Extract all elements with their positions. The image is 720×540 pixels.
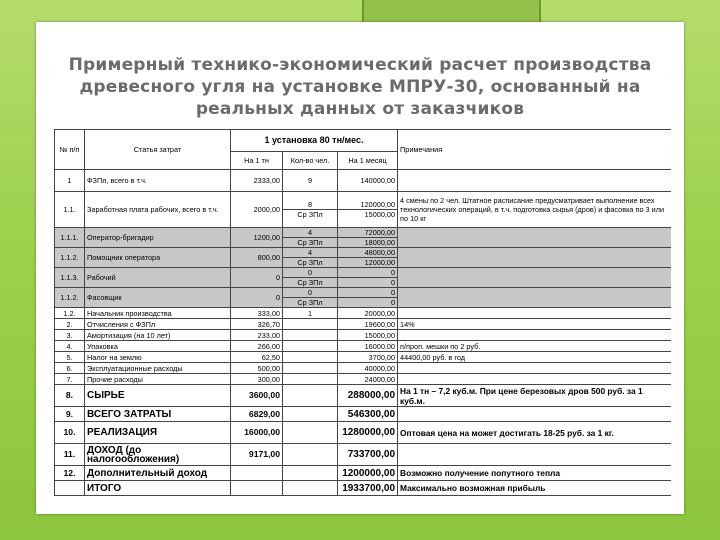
table-row xyxy=(55,319,672,330)
header-num: № п/п xyxy=(55,130,85,170)
cell-note xyxy=(398,268,671,288)
cell-article: РЕАЛИЗАЦИЯ xyxy=(85,422,231,444)
cell-per-month-top: 72000,00 xyxy=(338,228,397,238)
cell-per-month: 16000,00 xyxy=(338,341,398,352)
cell-per-month-top: 0 xyxy=(338,288,397,298)
cell-note xyxy=(398,228,671,248)
header-per-ton: На 1 тн xyxy=(231,152,283,170)
table-row xyxy=(55,444,672,466)
cell-per-ton: 3600,00 xyxy=(231,385,283,407)
cell-per-ton: 9171,00 xyxy=(231,444,283,466)
cell-note xyxy=(398,248,671,268)
cell-per-ton: 0 xyxy=(231,288,283,308)
cell-num: 1.1.2. xyxy=(55,248,85,268)
cell-article: ФЗПл, всего в т.ч. xyxy=(85,170,231,192)
cell-per-month: 20000,00 xyxy=(338,308,398,319)
cell-num: 7. xyxy=(55,374,85,385)
table-row xyxy=(55,308,672,319)
cell-note: 14% xyxy=(398,319,671,330)
cell-qty-bottom: Ср ЗПл xyxy=(297,210,323,219)
table-row xyxy=(55,228,672,248)
table-row xyxy=(55,170,672,192)
cell-qty-top: 0 xyxy=(283,288,337,298)
cell-note xyxy=(398,407,671,422)
table-row xyxy=(55,341,672,352)
header-unit-group: 1 установка 80 тн/мес. xyxy=(231,130,398,152)
cost-table-wrapper xyxy=(54,129,671,514)
cell-per-ton: 0 xyxy=(231,268,283,288)
cell-num: 11. xyxy=(55,444,85,466)
cell-per-ton: 500,00 xyxy=(231,363,283,374)
cell-per-month: 15000,00 xyxy=(338,330,398,341)
cell-note xyxy=(398,288,671,308)
cell-qty xyxy=(283,288,338,308)
header-notes: Примечания xyxy=(398,130,671,170)
table-row xyxy=(55,288,672,308)
cell-num: 1.1.3. xyxy=(55,268,85,288)
cell-per-month: 1200000,00 xyxy=(338,466,398,481)
cell-per-ton: 62,50 xyxy=(231,352,283,363)
cell-article: Заработная плата рабочих, всего в т.ч. xyxy=(85,192,231,228)
slide-title xyxy=(36,54,684,120)
cell-article: Помощник оператора xyxy=(85,248,231,268)
table-row xyxy=(55,407,672,422)
cell-qty xyxy=(283,192,338,228)
cell-article: Эксплуатационные расходы xyxy=(85,363,231,374)
table-body xyxy=(55,170,672,496)
cell-per-month: 140000,00 xyxy=(338,170,398,192)
header-article: Статья затрат xyxy=(85,130,231,170)
cell-qty xyxy=(283,352,338,363)
cell-per-month xyxy=(338,228,398,248)
cell-qty: 9 xyxy=(283,170,338,192)
cost-table xyxy=(54,129,671,496)
header-qty: Кол-во чел. xyxy=(283,152,338,170)
cell-qty xyxy=(283,268,338,288)
cell-note xyxy=(398,444,671,466)
cell-num: 1.2. xyxy=(55,308,85,319)
cell-note: 44400,00 руб. в год xyxy=(398,352,671,363)
table-row xyxy=(55,352,672,363)
cell-per-ton: 16000,00 xyxy=(231,422,283,444)
cell-article: Амортизация (на 10 лет) xyxy=(85,330,231,341)
cell-article: Начальник производства xyxy=(85,308,231,319)
table-row xyxy=(55,422,672,444)
cell-article: Упаковка xyxy=(85,341,231,352)
cell-per-month-bottom: 15000,00 xyxy=(364,210,396,219)
table-row xyxy=(55,248,672,268)
cell-note: 4 смены по 2 чел. Штатное расписание предусматривает выполнение всех технологических операций, в т.ч. подготовка сырья (дров) и фасовка по 3 или по 10 кг xyxy=(398,192,671,228)
cell-article: Рабочий xyxy=(85,268,231,288)
table-row xyxy=(55,481,672,496)
cell-qty xyxy=(283,374,338,385)
cell-num: 6. xyxy=(55,363,85,374)
cell-num: 9. xyxy=(55,407,85,422)
table-row xyxy=(55,192,672,228)
cell-per-ton: 266,00 xyxy=(231,341,283,352)
cell-per-month-bottom: 12000,00 xyxy=(364,258,396,267)
cell-per-ton: 233,00 xyxy=(231,330,283,341)
cell-per-month-top: 48000,00 xyxy=(338,248,397,258)
cell-article: Фасовщик xyxy=(85,288,231,308)
cell-per-month: 40000,00 xyxy=(338,363,398,374)
cell-note xyxy=(398,330,671,341)
title-line-3: реальных данных от заказчиков xyxy=(195,99,525,119)
cell-per-month: 288000,00 xyxy=(338,385,398,407)
header-per-month: На 1 месяц xyxy=(338,152,398,170)
cell-per-month: 3700,00 xyxy=(338,352,398,363)
cell-article: СЫРЬЕ xyxy=(85,385,231,407)
title-line-2: древесного угля на установке МПРУ-30, основанный на xyxy=(79,77,641,97)
cell-num: 8. xyxy=(55,385,85,407)
cell-note xyxy=(398,374,671,385)
cell-qty xyxy=(283,407,338,422)
cell-qty xyxy=(283,466,338,481)
cell-per-month: 1280000,00 xyxy=(338,422,398,444)
cell-per-month xyxy=(338,268,398,288)
cell-per-month: 1933700,00 xyxy=(338,481,398,496)
cell-qty-bottom: Ср ЗПл xyxy=(297,278,323,287)
cell-note: На 1 тн – 7,2 куб.м. При цене березовых дров 500 руб. за 1 куб.м. xyxy=(398,385,671,407)
cell-per-ton: 6829,00 xyxy=(231,407,283,422)
cell-qty xyxy=(283,422,338,444)
cell-qty-top: 4 xyxy=(283,248,337,258)
cell-article: Прочие расходы xyxy=(85,374,231,385)
cell-per-month-bottom: 18000,00 xyxy=(364,238,396,247)
cell-qty-top: 8 xyxy=(283,200,337,210)
cell-article: ИТОГО xyxy=(85,481,231,496)
cell-qty xyxy=(283,330,338,341)
cell-per-ton xyxy=(231,466,283,481)
cell-per-month xyxy=(338,192,398,228)
cell-per-ton: 326,70 xyxy=(231,319,283,330)
cell-per-month-bottom: 0 xyxy=(390,278,396,287)
cell-num xyxy=(55,481,85,496)
cell-qty xyxy=(283,444,338,466)
cell-note: Максимально возможная прибыль xyxy=(398,481,671,496)
cell-num: 10. xyxy=(55,422,85,444)
cell-per-ton: 800,00 xyxy=(231,248,283,268)
cell-num: 3. xyxy=(55,330,85,341)
cell-num: 5. xyxy=(55,352,85,363)
cell-qty: 1 xyxy=(283,308,338,319)
cell-per-month-top: 0 xyxy=(338,268,397,278)
cell-num: 1.1.1. xyxy=(55,228,85,248)
cell-article: Налог на землю xyxy=(85,352,231,363)
table-row xyxy=(55,466,672,481)
cell-note xyxy=(398,363,671,374)
cell-qty xyxy=(283,363,338,374)
cell-note xyxy=(398,308,671,319)
cell-num: 12. xyxy=(55,466,85,481)
cell-note: п/проп. мешки по 2 руб. xyxy=(398,341,671,352)
table-row xyxy=(55,374,672,385)
cell-per-month xyxy=(338,248,398,268)
cell-qty-bottom: Ср ЗПл xyxy=(297,258,323,267)
table-row xyxy=(55,268,672,288)
cell-per-ton: 1200,00 xyxy=(231,228,283,248)
cell-per-month: 24000,00 xyxy=(338,374,398,385)
cell-note: Оптовая цена на может достигать 18-25 руб. за 1 кг. xyxy=(398,422,671,444)
cell-article: ВСЕГО ЗАТРАТЫ xyxy=(85,407,231,422)
cell-num: 4. xyxy=(55,341,85,352)
cell-qty xyxy=(283,385,338,407)
cell-qty xyxy=(283,248,338,268)
cell-article: Оператор-бригадир xyxy=(85,228,231,248)
cell-per-month xyxy=(338,288,398,308)
cell-per-month-top: 120000,00 xyxy=(338,200,397,210)
cell-per-ton: 2000,00 xyxy=(231,192,283,228)
cell-article: Дополнительный доход xyxy=(85,466,231,481)
cell-qty xyxy=(283,481,338,496)
cell-per-ton: 300,00 xyxy=(231,374,283,385)
cell-qty-bottom: Ср ЗПл xyxy=(297,298,323,307)
table-row xyxy=(55,363,672,374)
cell-qty xyxy=(283,319,338,330)
cell-qty-top: 4 xyxy=(283,228,337,238)
cell-per-month-bottom: 0 xyxy=(390,298,396,307)
cell-note: Возможно получение попутного тепла xyxy=(398,466,671,481)
cell-num: 1 xyxy=(55,170,85,192)
cell-per-ton: 333,00 xyxy=(231,308,283,319)
cell-note xyxy=(398,170,671,192)
cell-per-ton: 2333,00 xyxy=(231,170,283,192)
cell-qty-bottom: Ср ЗПл xyxy=(297,238,323,247)
cell-per-ton xyxy=(231,481,283,496)
cell-per-month: 546300,00 xyxy=(338,407,398,422)
title-line-1: Примерный технико-экономический расчет производства xyxy=(68,55,652,75)
cell-article: Отчисления с ФЗПл xyxy=(85,319,231,330)
cell-num: 1.1. xyxy=(55,192,85,228)
cell-qty-top: 0 xyxy=(283,268,337,278)
cell-num: 2. xyxy=(55,319,85,330)
cell-article: ДОХОД (до налогообложения) xyxy=(85,444,231,466)
table-row xyxy=(55,330,672,341)
cell-qty xyxy=(283,228,338,248)
cell-qty xyxy=(283,341,338,352)
cell-per-month: 19600,00 xyxy=(338,319,398,330)
cell-num: 1.1.2. xyxy=(55,288,85,308)
cell-per-month: 733700,00 xyxy=(338,444,398,466)
table-row xyxy=(55,385,672,407)
slide xyxy=(36,22,684,514)
